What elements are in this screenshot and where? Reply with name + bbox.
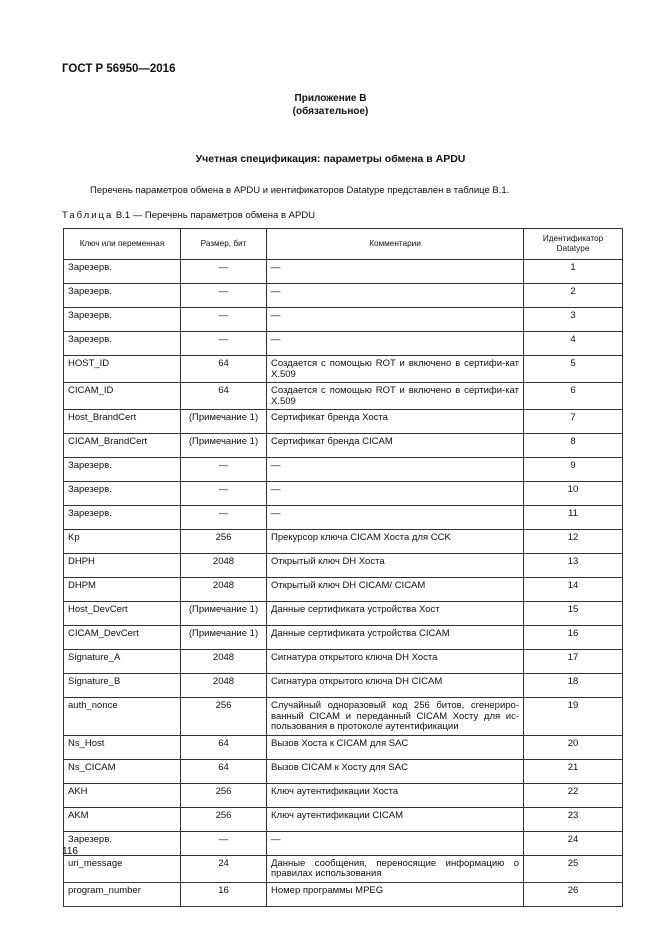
table-header-row — [64, 229, 623, 260]
cell-datatype-id: 14 — [524, 578, 623, 602]
parameters-table — [63, 228, 623, 907]
cell-key: Зарезерв. — [64, 506, 181, 530]
table-row — [64, 482, 623, 506]
cell-key: auth_nonce — [64, 698, 181, 736]
intro-paragraph: Перечень параметров обмена в APDU и иентификаторов Datatype представлен в таблице В.1. — [90, 185, 510, 196]
cell-comment: Данные сообщения, переносящие информацию о правилах использования — [267, 855, 524, 882]
cell-comment: Сертификат бренда CICAM — [267, 434, 524, 458]
cell-comment: Создается с помощью ROT и включено в сертифи-кат X.509 — [267, 356, 524, 383]
cell-datatype-id: 15 — [524, 602, 623, 626]
cell-key: Ns_Host — [64, 735, 181, 759]
cell-size: 256 — [181, 807, 267, 831]
cell-datatype-id: 3 — [524, 308, 623, 332]
cell-comment: Сертификат бренда Хоста — [267, 410, 524, 434]
cell-comment: Сигнатура открытого ключа DH Хоста — [267, 650, 524, 674]
appendix-heading — [0, 92, 661, 118]
cell-comment: Прекурсор ключа CICAM Хоста для CCK — [267, 530, 524, 554]
cell-key: Зарезерв. — [64, 260, 181, 284]
cell-size: 256 — [181, 698, 267, 736]
table-row — [64, 458, 623, 482]
cell-datatype-id: 2 — [524, 284, 623, 308]
cell-key: AKM — [64, 807, 181, 831]
cell-datatype-id: 6 — [524, 383, 623, 410]
cell-comment: Случайный одноразовый код 256 битов, сгенериро-ванный CICAM и переданный CICAM Хосту для ис-пользования в протоколе аутентификации — [267, 698, 524, 736]
document-standard-code: ГОСТ Р 56950—2016 — [62, 63, 176, 75]
table-row — [64, 674, 623, 698]
table-row — [64, 831, 623, 855]
cell-key: CICAM_DevCert — [64, 626, 181, 650]
cell-datatype-id: 25 — [524, 855, 623, 882]
cell-key: Kp — [64, 530, 181, 554]
cell-datatype-id: 13 — [524, 554, 623, 578]
cell-comment: Данные сертификата устройства CICAM — [267, 626, 524, 650]
cell-datatype-id: 19 — [524, 698, 623, 736]
cell-datatype-id: 21 — [524, 759, 623, 783]
cell-size: — — [181, 458, 267, 482]
cell-key: DHPH — [64, 554, 181, 578]
table-row — [64, 356, 623, 383]
table-row — [64, 650, 623, 674]
cell-datatype-id: 18 — [524, 674, 623, 698]
table-row — [64, 506, 623, 530]
cell-key: Signature_B — [64, 674, 181, 698]
cell-key: Зарезерв. — [64, 458, 181, 482]
cell-comment: — — [267, 332, 524, 356]
cell-comment: — — [267, 831, 524, 855]
cell-comment: — — [267, 260, 524, 284]
cell-key: Зарезерв. — [64, 332, 181, 356]
cell-comment: Номер программы MPEG — [267, 882, 524, 906]
cell-datatype-id: 22 — [524, 783, 623, 807]
cell-datatype-id: 17 — [524, 650, 623, 674]
cell-size: 2048 — [181, 674, 267, 698]
cell-key: Зарезерв. — [64, 482, 181, 506]
appendix-title: Приложение В — [294, 93, 367, 104]
header-comments: Комментарии — [267, 229, 524, 260]
cell-size: 256 — [181, 530, 267, 554]
cell-size: 2048 — [181, 554, 267, 578]
table-caption-text: В.1 — Перечень параметров обмена в APDU — [113, 210, 316, 221]
cell-comment: Вызов Хоста к CICAM для SAC — [267, 735, 524, 759]
cell-key: AKH — [64, 783, 181, 807]
cell-comment: — — [267, 284, 524, 308]
table-row — [64, 434, 623, 458]
table-row — [64, 383, 623, 410]
header-size: Размер, бит — [181, 229, 267, 260]
cell-size: — — [181, 506, 267, 530]
table-caption — [62, 210, 315, 221]
cell-key: Зарезерв. — [64, 308, 181, 332]
cell-datatype-id: 20 — [524, 735, 623, 759]
cell-key: Signature_A — [64, 650, 181, 674]
cell-size: — — [181, 308, 267, 332]
cell-size: — — [181, 831, 267, 855]
cell-key: uri_message — [64, 855, 181, 882]
cell-size: 64 — [181, 735, 267, 759]
cell-datatype-id: 12 — [524, 530, 623, 554]
cell-datatype-id: 5 — [524, 356, 623, 383]
table-row — [64, 602, 623, 626]
cell-key: CICAM_BrandCert — [64, 434, 181, 458]
cell-comment: Создается с помощью ROT и включено в сертифи-кат X.509 — [267, 383, 524, 410]
cell-datatype-id: 7 — [524, 410, 623, 434]
cell-size: — — [181, 332, 267, 356]
cell-comment: Ключ аутентификации CICAM — [267, 807, 524, 831]
cell-key: Host_DevCert — [64, 602, 181, 626]
table-row — [64, 260, 623, 284]
table-row — [64, 783, 623, 807]
table-row — [64, 284, 623, 308]
table-row — [64, 626, 623, 650]
cell-key: program_number — [64, 882, 181, 906]
cell-datatype-id: 10 — [524, 482, 623, 506]
cell-size: 2048 — [181, 578, 267, 602]
appendix-subtitle: (обязательное) — [292, 106, 369, 117]
cell-datatype-id: 9 — [524, 458, 623, 482]
cell-datatype-id: 11 — [524, 506, 623, 530]
cell-size: — — [181, 482, 267, 506]
cell-comment: — — [267, 458, 524, 482]
cell-comment: Открытый ключ DH Хоста — [267, 554, 524, 578]
table-body — [64, 260, 623, 907]
cell-size: (Примечание 1) — [181, 434, 267, 458]
table-row — [64, 308, 623, 332]
table-row — [64, 882, 623, 906]
table-row — [64, 807, 623, 831]
cell-key: Зарезерв. — [64, 831, 181, 855]
cell-datatype-id: 23 — [524, 807, 623, 831]
table-row — [64, 855, 623, 882]
cell-datatype-id: 26 — [524, 882, 623, 906]
table-row — [64, 759, 623, 783]
cell-size: 24 — [181, 855, 267, 882]
table-row — [64, 530, 623, 554]
cell-comment: Данные сертификата устройства Хост — [267, 602, 524, 626]
section-title: Учетная спецификация: параметры обмена в APDU — [195, 153, 466, 165]
cell-datatype-id: 16 — [524, 626, 623, 650]
cell-comment: Вызов CICAM к Хосту для SAC — [267, 759, 524, 783]
cell-comment: — — [267, 506, 524, 530]
cell-size: (Примечание 1) — [181, 626, 267, 650]
table-caption-prefix: Таблица — [62, 210, 114, 221]
page-number: 116 — [62, 846, 78, 857]
cell-size: — — [181, 260, 267, 284]
table-row — [64, 735, 623, 759]
table-row — [64, 554, 623, 578]
cell-datatype-id: 4 — [524, 332, 623, 356]
table-row — [64, 578, 623, 602]
cell-comment: Сигнатура открытого ключа DH CICAM — [267, 674, 524, 698]
cell-size: 64 — [181, 759, 267, 783]
cell-key: DHPM — [64, 578, 181, 602]
cell-size: 2048 — [181, 650, 267, 674]
cell-comment: — — [267, 482, 524, 506]
cell-key: Host_BrandCert — [64, 410, 181, 434]
cell-size: — — [181, 284, 267, 308]
cell-key: Ns_CICAM — [64, 759, 181, 783]
header-key: Ключ или переменная — [64, 229, 181, 260]
cell-key: Зарезерв. — [64, 284, 181, 308]
cell-key: CICAM_ID — [64, 383, 181, 410]
cell-size: 64 — [181, 383, 267, 410]
table-row — [64, 698, 623, 736]
cell-size: (Примечание 1) — [181, 410, 267, 434]
cell-key: HOST_ID — [64, 356, 181, 383]
cell-size: (Примечание 1) — [181, 602, 267, 626]
cell-size: 64 — [181, 356, 267, 383]
cell-comment: Ключ аутентификации Хоста — [267, 783, 524, 807]
cell-size: 256 — [181, 783, 267, 807]
table-row — [64, 410, 623, 434]
header-datatype-id: Идентификатор Datatype — [524, 229, 623, 260]
cell-size: 16 — [181, 882, 267, 906]
cell-datatype-id: 1 — [524, 260, 623, 284]
cell-datatype-id: 8 — [524, 434, 623, 458]
cell-comment: Открытый ключ DH CICAM/ CICAM — [267, 578, 524, 602]
cell-comment: — — [267, 308, 524, 332]
cell-datatype-id: 24 — [524, 831, 623, 855]
table-row — [64, 332, 623, 356]
